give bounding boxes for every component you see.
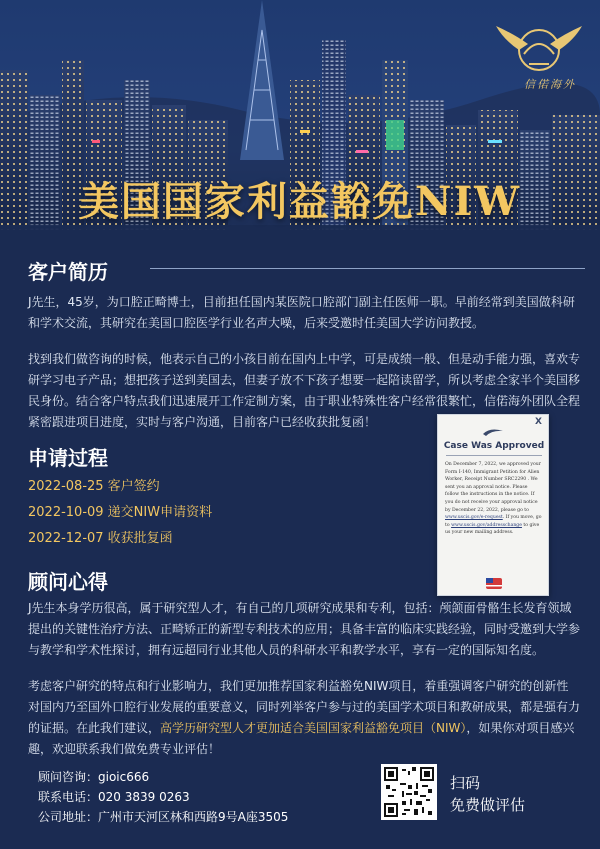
advisor-paragraph-2 [28, 676, 580, 760]
process-timeline [28, 474, 212, 552]
section-title-process: 申请过程 [28, 446, 108, 470]
card-close-mark: X [535, 417, 542, 427]
qr-code[interactable] [381, 764, 437, 820]
approval-notice-card [437, 414, 549, 596]
contact-value: 广州市天河区林和西路9号A座3505 [98, 810, 289, 824]
advisor-paragraph-1: J先生本身学历很高，属于研究型人才，有自己的几项研究成果和专利，包括：颅颌面骨骼生长发育领域提出的关键性治疗方法、正畸矫正的新型专利技术的应用；具备丰富的临床实践经验，同时受邀到大学参与教学和学术性探讨，拥有远超同行业其他人员的科研水平和教学水平，享有一定的国际知名度。 [28, 601, 581, 657]
card-divider [446, 455, 542, 456]
profile-paragraph-2: 找到我们做咨询的时候，他表示自己的小孩目前在国内上中学，可是成绩一般、但是动手能力强，喜欢专研学习电子产品；想把孩子送到美国去，但妻子放不下孩子想要一起陪读留学，所以考虑全家半个美国移民身份。结合客户特点我们迅速展开工作定制方案，由于职业特殊性客户经常很繁忙，信偌海外团队全程紧密跟进项目进度，实时与客户沟通，目前客户已经收获批复函！ [28, 352, 581, 429]
card-text: . If you move, go to [445, 515, 542, 528]
contact-advisor [38, 768, 149, 785]
contact-value[interactable]: 020 3839 0263 [98, 790, 190, 804]
card-text: On December 7, 2022, we approved your Form I-140, Immigrant Petition for Alien Worker, Receipt Number SRC2290 . We sent you an approval notice. Please follow the instructions in the notice. If you do not receive your approval notice by December 22, 2022, please go to [445, 462, 541, 513]
timeline-item: 2022-10-09 递交NIW申请资料 [28, 505, 213, 520]
contact-label: 联系电话： [38, 790, 99, 804]
swoosh-icon [482, 427, 504, 437]
card-link: www.uscis.gov/addresschange [451, 522, 522, 528]
scan-cta-line2: 免费做评估 [450, 796, 526, 814]
contact-label: 顾问咨询： [38, 770, 99, 784]
advisor-text: 考虑客户研究的特点和行业影响力，我们更加推荐国家利益豁免NIW项目，着重强调客户研究的创新性对国内乃至国外口腔行业发展的重要意义，同时列举客户参与过的美国学术项目和教研成果，都是强有力的证据。在此我们建议， [28, 679, 581, 735]
scan-cta-line1: 扫码 [450, 774, 481, 792]
card-title: Case Was Approved [443, 441, 545, 451]
section-title-profile: 客户简历 [28, 260, 108, 284]
card-link: www.uscis.gov/e-request [445, 515, 503, 521]
card-body [445, 461, 543, 537]
section-divider [150, 268, 585, 269]
hero-banner [0, 0, 600, 250]
contact-phone [38, 788, 190, 805]
contact-address [38, 808, 288, 825]
qr-code-icon [384, 767, 434, 817]
logo-text: 信偌海外 [524, 78, 576, 91]
profile-paragraph-1: J先生，45岁，为口腔正畸博士，目前担任国内某医院口腔部门副主任医师一职。早前经常到美国做科研和学术交流，其研究在美国口腔医学行业名声大噪，后来受邀时任美国大学访问教授。 [28, 295, 575, 330]
contact-value: gioic666 [98, 770, 150, 784]
timeline-item: 2022-08-25 客户签约 [28, 479, 160, 494]
advisor-highlight: 高学历研究型人才更加适合美国国家利益豁免项目（NIW） [160, 721, 467, 735]
flag-badge-icon [484, 575, 504, 591]
timeline-item: 2022-12-07 收获批复函 [28, 531, 173, 546]
card-text: to give us your new mailing address. [445, 522, 540, 536]
page-title: 美国国家利益豁免NIW [78, 178, 522, 225]
section-title-advisor: 顾问心得 [28, 570, 108, 594]
advisor-text: ，如果你对项目感兴趣，欢迎联系我们做免费专业评估！ [28, 721, 575, 756]
contact-label: 公司地址： [38, 810, 99, 824]
